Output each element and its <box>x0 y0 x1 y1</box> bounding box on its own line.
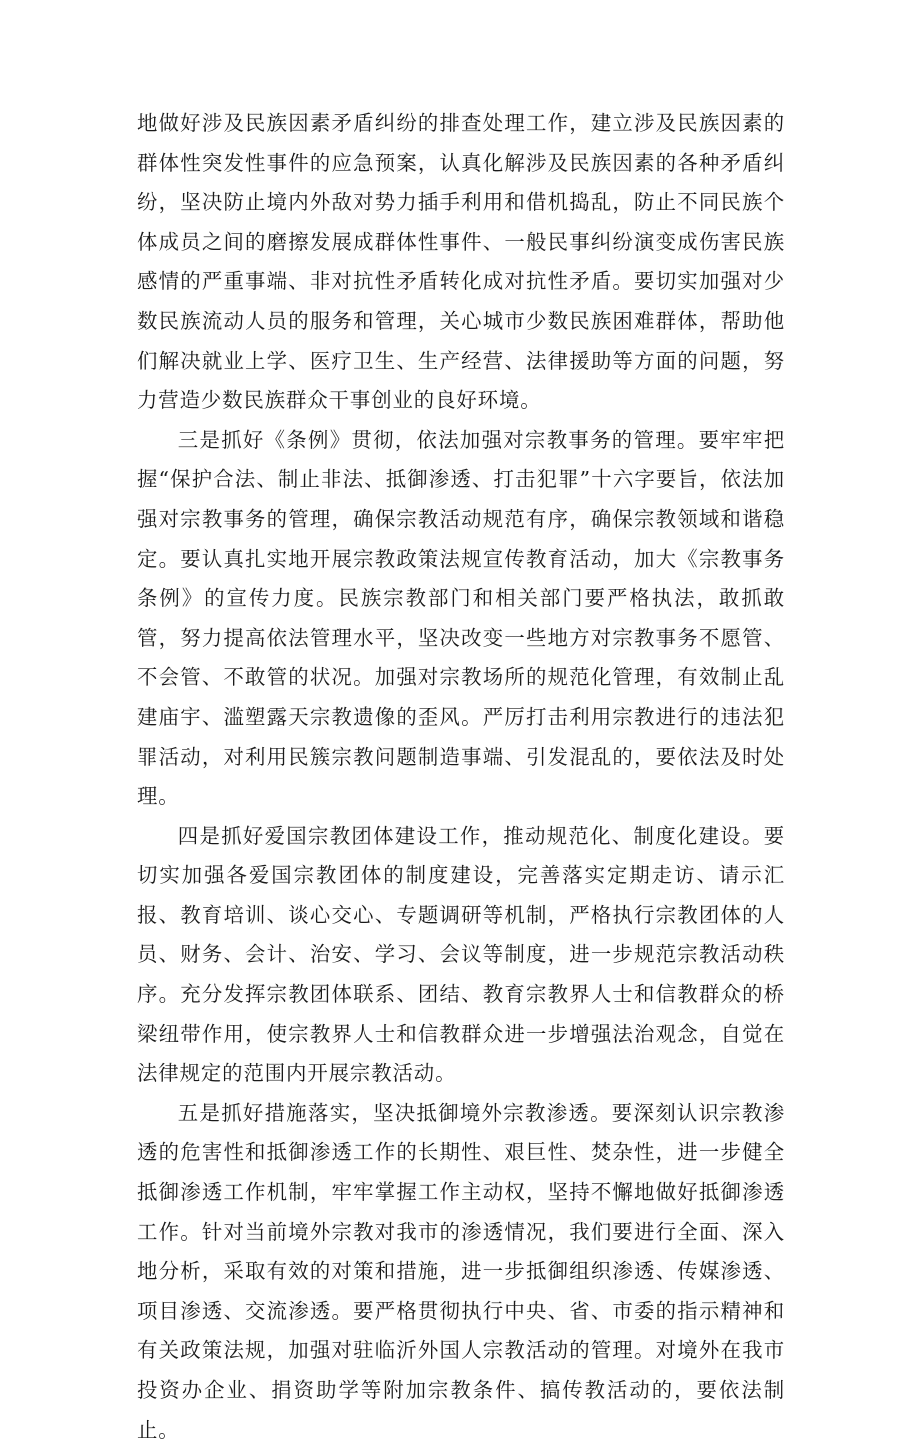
paragraph-patriotic-religious-groups: 四是抓好爱国宗教团体建设工作，推动规范化、制度化建设。要切实加强各爱国宗教团体的制度建设，完善落实定期走访、请示汇报、教育培训、谈心交心、专题调研等机制，严格执行宗教团体的人员、财务、会计、治安、学习、会议等制度，进一步规范宗教活动秩序。充分发挥宗教团体联系、团结、教育宗教界人士和信教群众的桥梁纽带作用，使宗教界人士和信教群众进一步增强法治观念，自觉在法律规定的范围内开展宗教活动。 <box>137 823 785 1086</box>
paragraph-ethnic-disputes: 地做好涉及民族因素矛盾纠纷的排查处理工作，建立涉及民族因素的群体性突发性事件的应急预案，认真化解涉及民族因素的各种矛盾纠纷，坚决防止境内外敌对势力插手利用和借机捣乱，防止不同民族个体成员之间的磨擦发展成群体性事件、一般民事纠纷演变成伤害民族感情的严重事端、非对抗性矛盾转化成对抗性矛盾。要切实加强对少数民族流动人员的服务和管理，关心城市少数民族困难群体，帮助他们解决就业上学、医疗卫生、生产经营、法律援助等方面的问题，努力营造少数民族群众干事创业的良好环境。 <box>137 111 785 413</box>
paragraph-resist-foreign-infiltration: 五是抓好措施落实，坚决抵御境外宗教渗透。要深刻认识宗教渗透的危害性和抵御渗透工作的长期性、艰巨性、焚杂性，进一步健全抵御渗透工作机制，牢牢掌握工作主动权，坚持不懈地做好抵御渗透工作。针对当前境外宗教对我市的渗透情况，我们要进行全面、深入地分析，采取有效的对策和措施，进一步抵御组织渗透、传媒渗透、项目渗透、交流渗透。要严格贯彻执行中央、省、市委的指示精神和有关政策法规，加强对驻临沂外国人宗教活动的管理。对境外在我市投资办企业、捐资助学等附加宗教条件、搞传教活动的，要依法制止。 <box>137 1100 785 1442</box>
document-body <box>137 104 785 1450</box>
paragraph-religious-affairs-regulation: 三是抓好《条例》贯彻，依法加强对宗教事务的管理。要牢牢把握“保护合法、制止非法、抵御渗透、打击犯罪”十六字要旨，依法加强对宗教事务的管理，确保宗教活动规范有序，确保宗教领域和谐稳定。要认真扎实地开展宗教政策法规宣传教育活动，加大《宗教事务条例》的宣传力度。民族宗教部门和相关部门要严格执法，敢抓敢管，努力提高依法管理水平，坚决改变一些地方对宗教事务不愿管、不会管、不敢管的状况。加强对宗教场所的规范化管理，有效制止乱建庙宇、滥塑露天宗教遗像的歪风。严厉打击利用宗教进行的违法犯罪活动，对利用民簇宗教问题制造事端、引发混乱的，要依法及时处理。 <box>137 427 785 809</box>
